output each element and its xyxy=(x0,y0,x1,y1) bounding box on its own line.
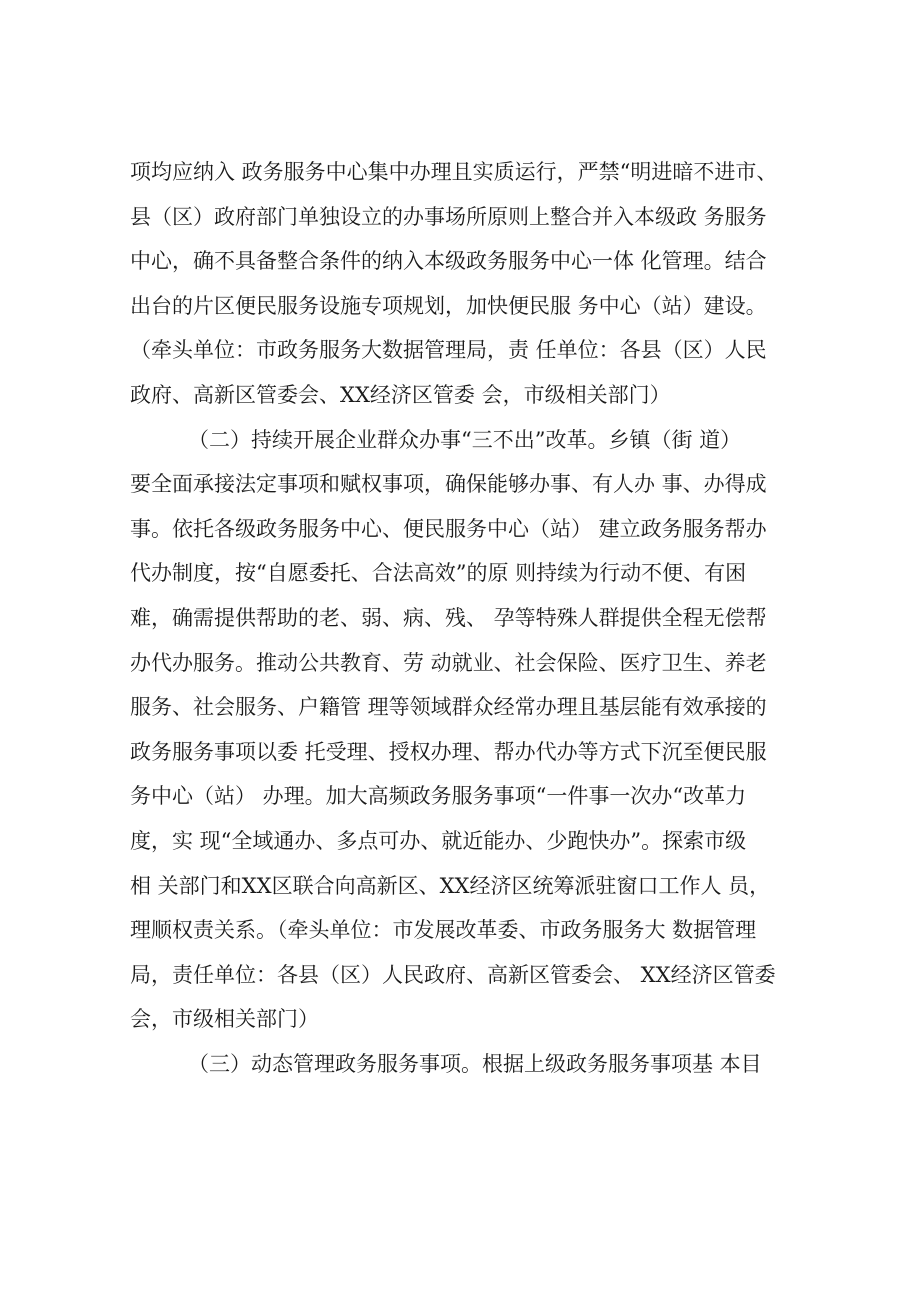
text-line: （三）动态管理政务服务事项。根据上级政务服务事项基 本目 xyxy=(188,1051,762,1076)
text-line: 项均应纳入 政务服务中心集中办理且实质运行，严禁“明进暗不进市、 xyxy=(130,160,778,184)
text-line: 相 关部门和XX区联合向高新区、XX经济区统筹派驻窗口工作人 员， xyxy=(130,873,771,898)
body-text xyxy=(130,150,810,1086)
text-line: 办代办服务。推动公共教育、劳 动就业、社会保险、医疗卫生、养老 xyxy=(130,650,767,675)
text-line: 会，市级相关部门） xyxy=(130,1007,319,1032)
text-line: 服务、社会服务、户籍管 理等领域群众经常办理且基层能有效承接的 xyxy=(130,695,767,720)
text-line: 中心，确不具备整合条件的纳入本级政务服务中心一体 化管理。结合 xyxy=(130,249,767,274)
text-line: 务中心（站） 办理。加大高频政务服务事项“一件事一次办“改革力 xyxy=(130,784,747,809)
text-line: 理顺权责关系。（牵头单位：市发展改革委、市政务服务大 数据管理 xyxy=(130,918,757,943)
text-line: （牵头单位：市政务服务大数据管理局，责 任单位：各县（区）人民 xyxy=(130,338,767,363)
text-line: 度，实 现“全域通办、多点可办、就近能办、少跑快办”。探索市级 xyxy=(130,828,747,853)
text-line: 事。依托各级政务服务中心、便民服务中心（站） 建立政务服务帮办 xyxy=(130,516,767,541)
text-line: 局，责任单位：各县（区）人民政府、高新区管委会、 XX经济区管委 xyxy=(130,962,776,987)
text-line: 政府、高新区管委会、XX经济区管委 会，市级相关部门） xyxy=(130,382,671,407)
text-line: 政务服务事项以委 托受理、授权办理、帮办代办等方式下沉至便民服 xyxy=(130,739,767,764)
text-line: 难，确需提供帮助的老、弱、病、残、 孕等特殊人群提供全程无偿帮 xyxy=(130,605,767,630)
text-line: 要全面承接法定事项和赋权事项，确保能够办事、有人办 事、办得成 xyxy=(130,472,767,497)
text-line: （二）持续开展企业群众办事“三不出”改革。乡镇（街 道） xyxy=(188,427,742,452)
text-line: 出台的片区便民服务设施专项规划，加快便民服 务中心（站）建设。 xyxy=(130,293,767,318)
text-line: 县（区）政府部门单独设立的办事场所原则上整合并入本级政 务服务 xyxy=(130,204,767,229)
text-line: 代办制度，按“自愿委托、合法高效”的原 则持续为行动不便、有困 xyxy=(130,561,747,586)
